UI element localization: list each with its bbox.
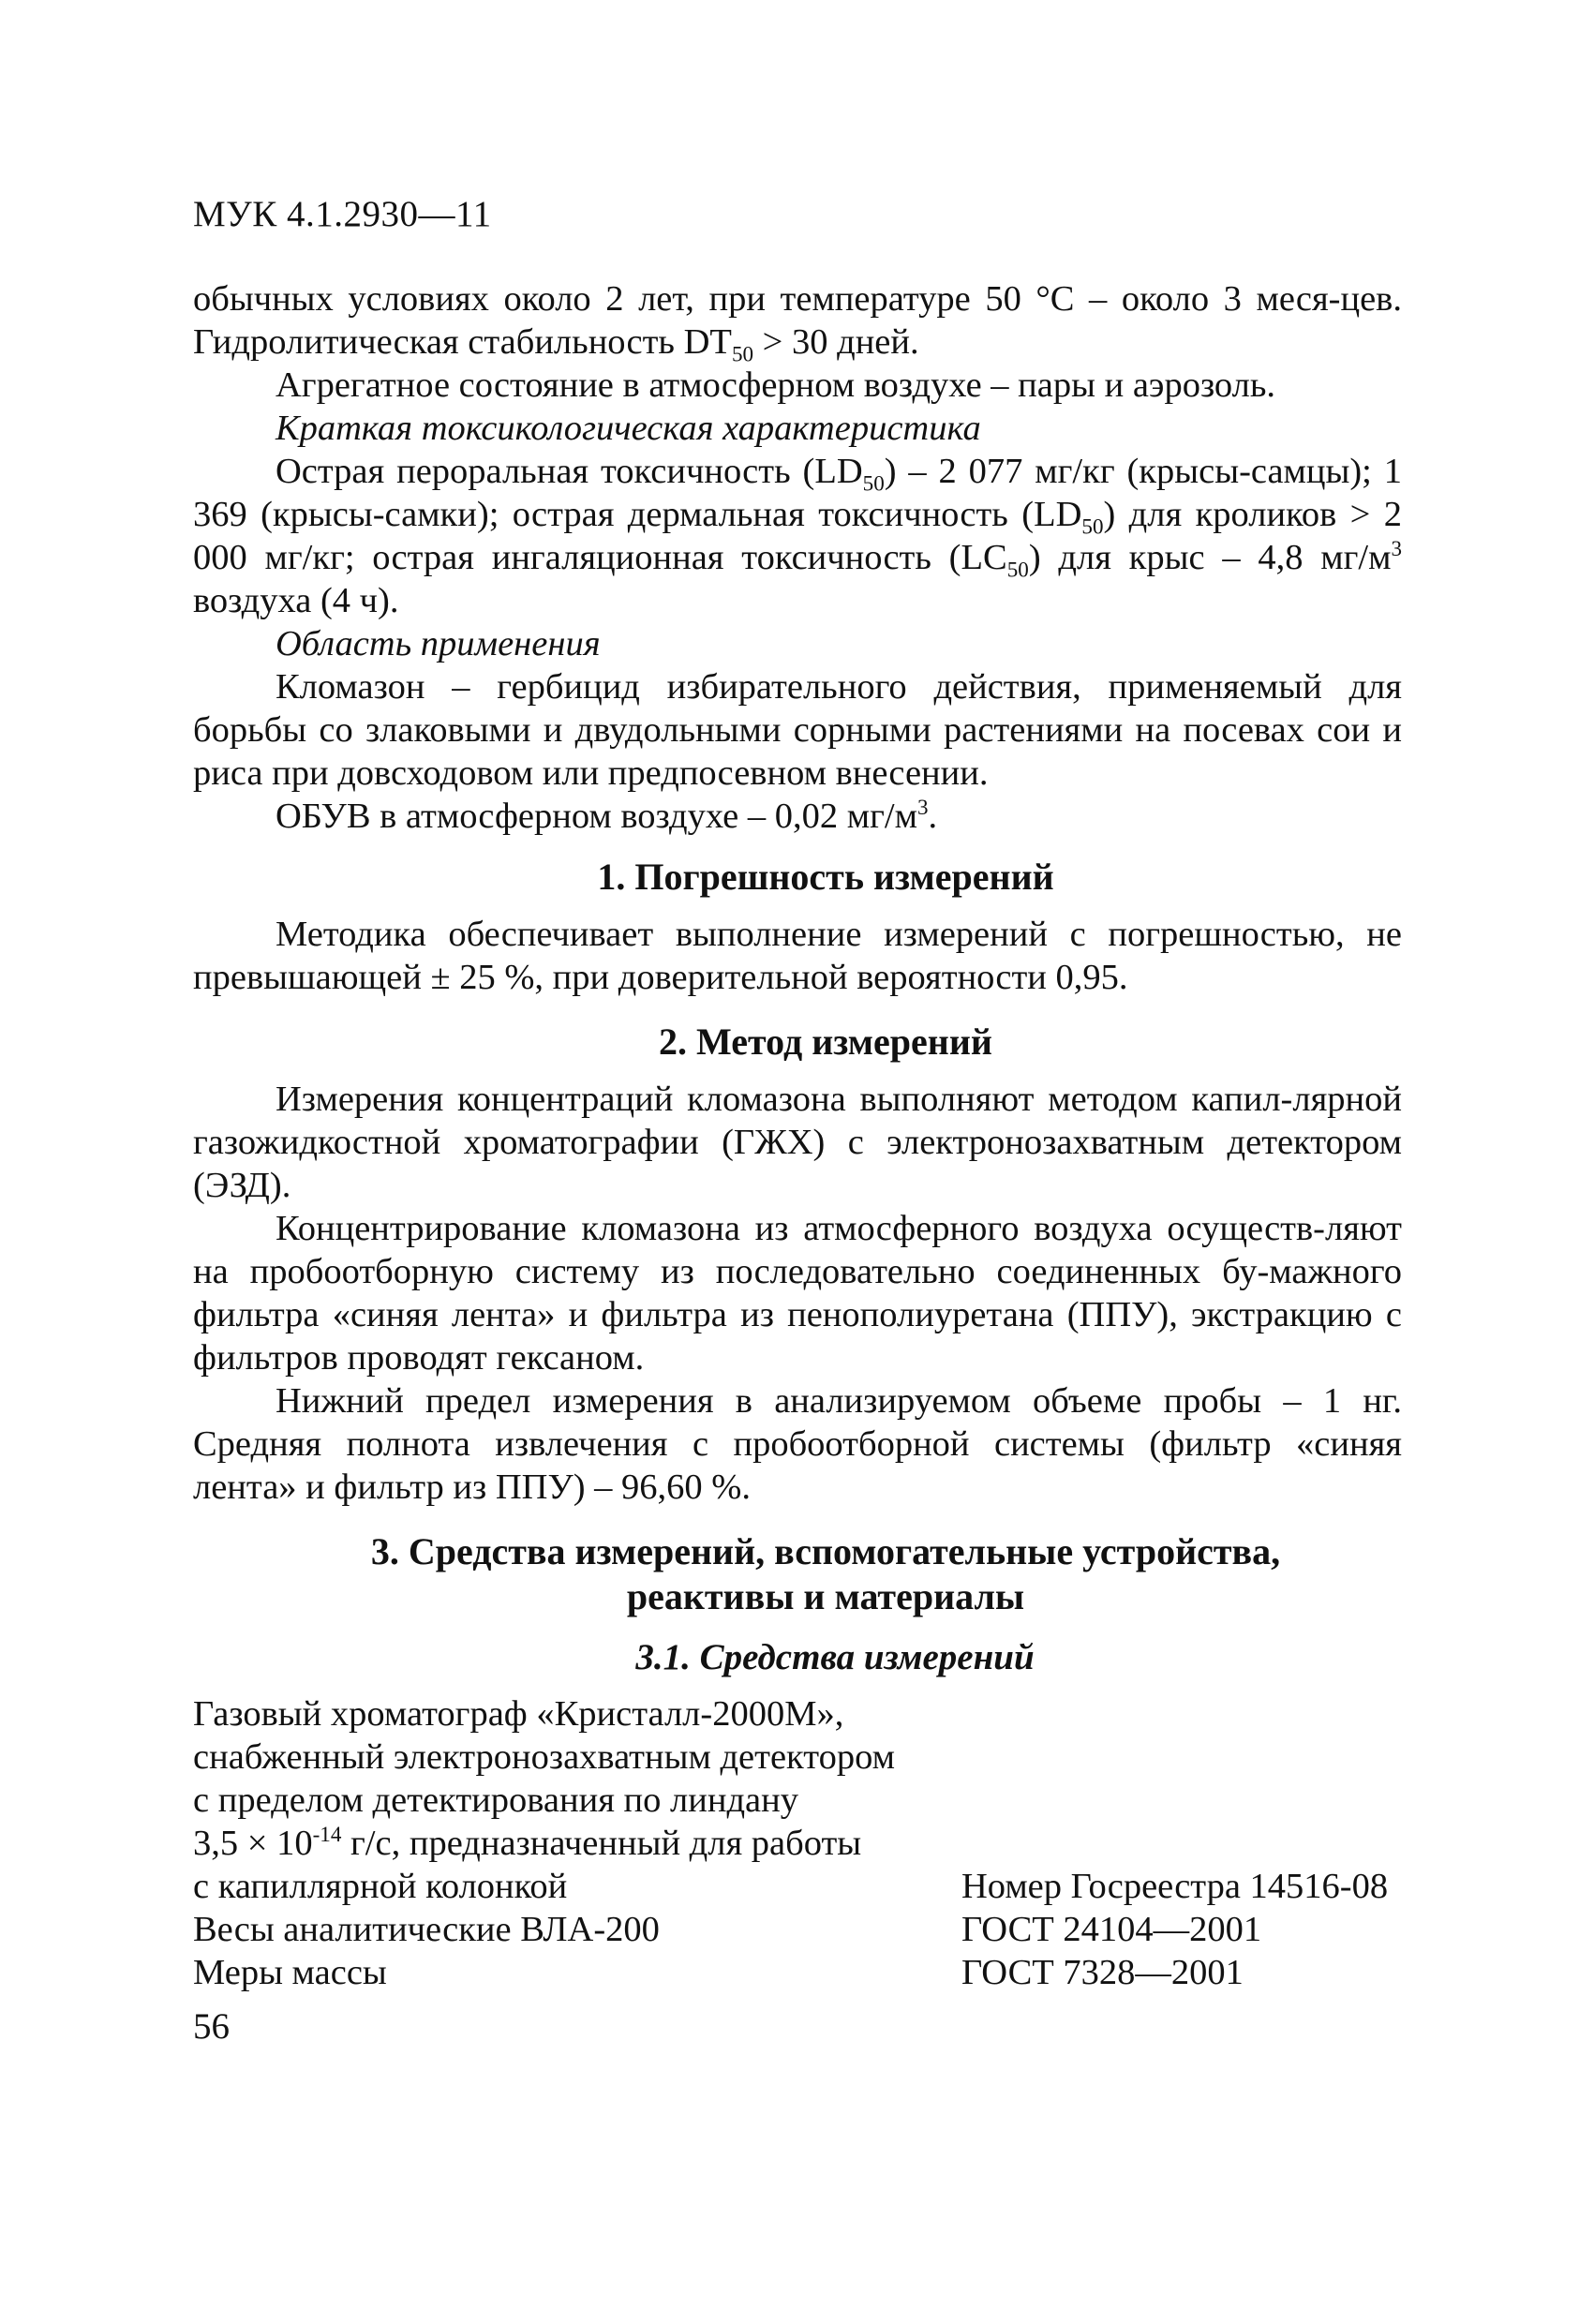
obuv-paragraph: ОБУВ в атмосферном воздухе – 0,02 $мг/м^3$. (276, 795, 938, 836)
tox-paragraph: Острая пероральная токсичность $(LD_{50}) - 2$ 077 мг/кг (крысы-самцы); 1 369 (крысы-самки); острая дермальная токсичность $(LD_{50})$ для кроликов > 2 000 мг/кг; острая ингаляционная токсичность $(LC_{50})$ для крыс – 4,8 $мг/м^3$ воздуха (4 ч). (193, 452, 1402, 620)
instrument-weights: Меры массы ГОСТ 7328—2001 (193, 1951, 1402, 1994)
instrument-chromatograph: Газовый хроматограф «Кристалл-2000М», снабженный электронозахватным детектором с пределом детектирования по линдану $3,5 \times 10^{-14}$ г/с, предназначенный для работы с капиллярной колонкой Номер Госреестра 14516-08 (193, 1692, 1402, 1908)
tox-heading: Краткая токсикологическая характеристика (276, 409, 981, 448)
section-2-p1: Измерения концентраций кломазона выполняют методом капил-лярной газожидкостной хроматографии (ГЖХ) с электронозахватным детектором (ЭЗД). (193, 1080, 1402, 1205)
section-2-title: 2. Метод измерений (659, 1020, 992, 1063)
section-3-title-line2: реактивы и материалы (626, 1575, 1025, 1617)
instrument-ref: ГОСТ 7328—2001 (961, 1953, 1244, 1992)
section-2-p3: Нижний предел измерения в анализируемом объеме пробы – 1 нг. Средняя полнота извлечения с пробоотборной системы (фильтр «синяя лента» и фильтр из ППУ) – 96,60 %. (193, 1381, 1402, 1507)
area-heading: Область применения (276, 624, 601, 663)
instruments-list (193, 1692, 1402, 1994)
document-page (193, 0, 1402, 2324)
stability-paragraph: обычных условиях около 2 лет, при температуре 50 °С – около 3 меся-цев. Гидролитическая стабильность $DT_{50} > 30$ дней. (193, 279, 1402, 366)
instrument-ref: ГОСТ 24104—2001 (961, 1910, 1262, 1949)
page-number: 56 (193, 2006, 230, 2047)
section-3-1-title: 3.1. Средства измерений (635, 1637, 1035, 1677)
area-paragraph: Кломазон – гербицид избирательного действия, применяемый для борьбы со злаковыми и двудольными сорными растениями на посевах сои и риса при довсходовом или предпосевном внесении. (193, 667, 1402, 793)
section-2-p2: Концентрирование кломазона из атмосферного воздуха осуществ-ляют на пробоотборную систему из последовательно соединенных бу-мажного фильтра «синяя лента» и фильтра из пенополиуретана (ППУ), экстракцию с фильтров проводят гексаном. (193, 1209, 1402, 1378)
doc-body (193, 277, 1402, 1994)
state-paragraph: Агрегатное состояние в атмосферном воздухе – пары и аэрозоль. (276, 365, 1276, 405)
instrument-ref: Номер Госреестра 14516-08 (961, 1867, 1389, 1906)
section-1-title: 1. Погрешность измерений (597, 856, 1054, 898)
section-1-text: Методика обеспечивает выполнение измерений с погрешностью, не превышающей ± 25 %, при доверительной вероятности 0,95. (193, 915, 1402, 997)
doc-header: МУК 4.1.2930—11 (193, 194, 492, 234)
instrument-scales: Весы аналитические ВЛА-200 ГОСТ 24104—2001 (193, 1908, 1402, 1951)
section-3-title-line1: 3. Средства измерений, вспомогательные устройства, (370, 1530, 1281, 1572)
